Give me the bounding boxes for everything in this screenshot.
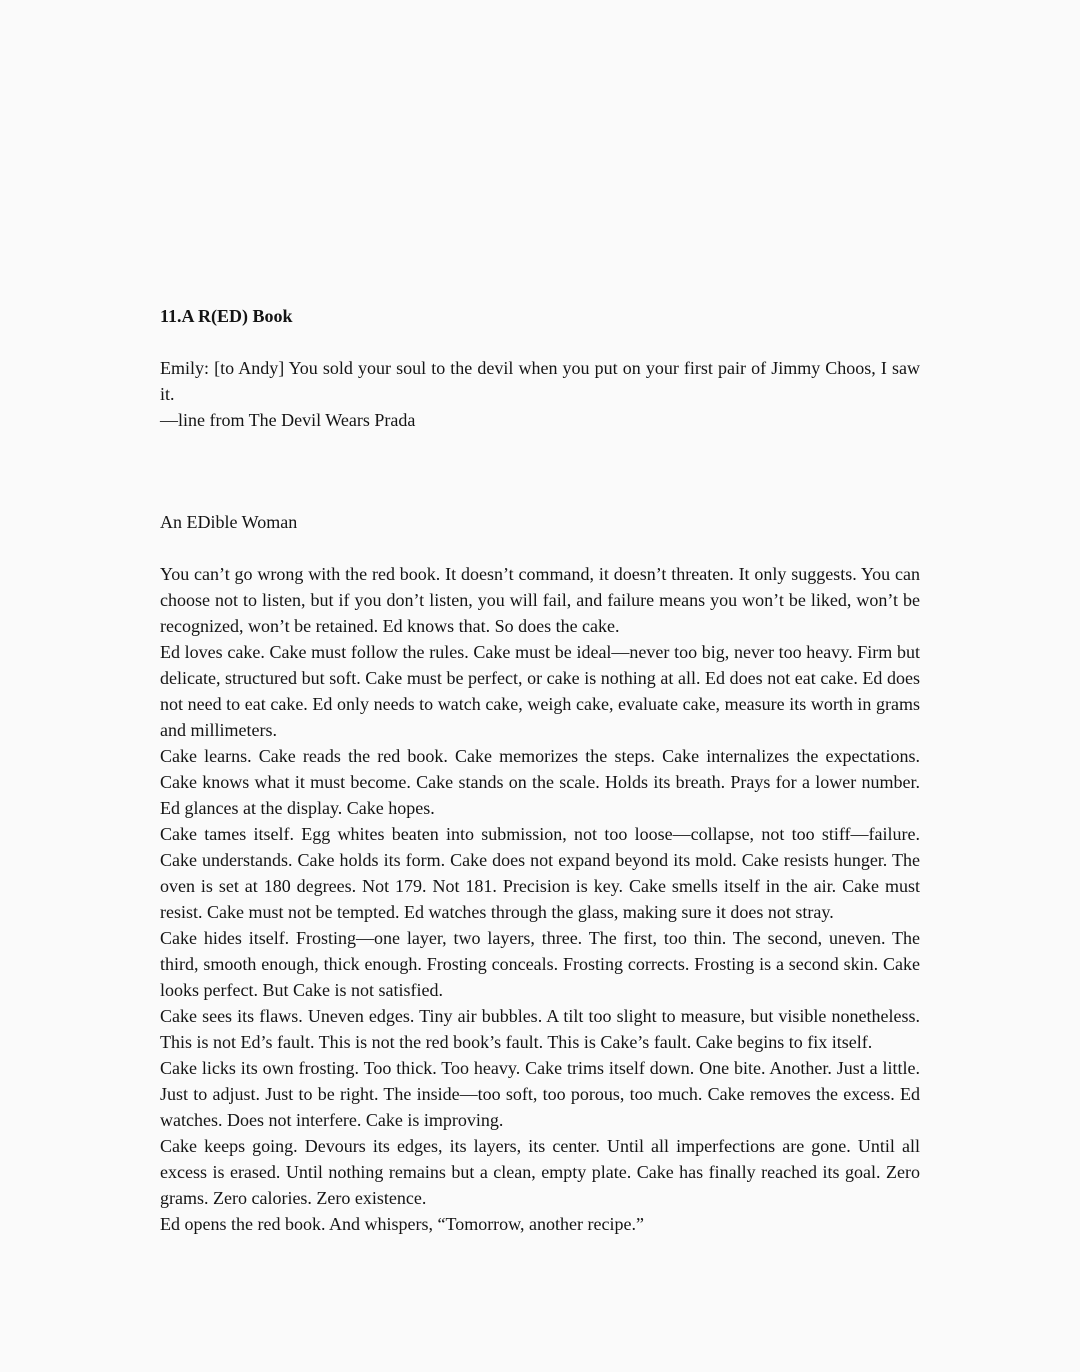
epigraph-quote: Emily: [to Andy] You sold your soul to the devil when you put on your first pair of Jimmy Choos, I saw it. bbox=[160, 358, 920, 404]
section-heading: An EDible Woman bbox=[160, 512, 298, 532]
paragraph: Cake tames itself. Egg whites beaten into submission, not too loose—collapse, not too stiff—failure. Cake understands. Cake holds its form. Cake does not expand beyond its mold. Cake resists hunger. The oven is set at 180 degrees. Not 179. Not 181. Precision is key. Cake smells itself in the air. Cake must resist. Cake must not be tempted. Ed watches through the glass, making sure it does not stray. bbox=[160, 824, 920, 922]
epigraph-attribution: —line from The Devil Wears Prada bbox=[160, 410, 416, 430]
chapter-title: 11.A R(ED) Book bbox=[160, 306, 293, 326]
body-text bbox=[160, 561, 920, 1237]
paragraph: Ed opens the red book. And whispers, “Tomorrow, another recipe.” bbox=[160, 1214, 644, 1234]
paragraph: Cake learns. Cake reads the red book. Cake memorizes the steps. Cake internalizes the expectations. Cake knows what it must become. Cake stands on the scale. Holds its breath. Prays for a lower number. Ed glances at the display. Cake hopes. bbox=[160, 746, 920, 818]
paragraph: Cake hides itself. Frosting—one layer, two layers, three. The first, too thin. The second, uneven. The third, smooth enough, thick enough. Frosting conceals. Frosting corrects. Frosting is a second skin. Cake looks perfect. But Cake is not satisfied. bbox=[160, 928, 920, 1000]
paragraph: You can’t go wrong with the red book. It doesn’t command, it doesn’t threaten. It only suggests. You can choose not to listen, but if you don’t listen, you will fail, and failure means you won’t be liked, won’t be recognized, won’t be retained. Ed knows that. So does the cake. bbox=[160, 564, 920, 636]
paragraph: Ed loves cake. Cake must follow the rules. Cake must be ideal—never too big, never too heavy. Firm but delicate, structured but soft. Cake must be perfect, or cake is nothing at all. Ed does not eat cake. Ed does not need to eat cake. Ed only needs to watch cake, weigh cake, evaluate cake, measure its worth in grams and millimeters. bbox=[160, 642, 920, 740]
paragraph: Cake sees its flaws. Uneven edges. Tiny air bubbles. A tilt too slight to measure, but visible nonetheless. This is not Ed’s fault. This is not the red book’s fault. This is Cake’s fault. Cake begins to fix itself. bbox=[160, 1006, 920, 1052]
manuscript-page bbox=[160, 303, 920, 1237]
paragraph: Cake keeps going. Devours its edges, its layers, its center. Until all imperfections are gone. Until all excess is erased. Until nothing remains but a clean, empty plate. Cake has finally reached its goal. Zero grams. Zero calories. Zero existence. bbox=[160, 1136, 920, 1208]
paragraph: Cake licks its own frosting. Too thick. Too heavy. Cake trims itself down. One bite. Another. Just a little. Just to adjust. Just to be right. The inside—too soft, too porous, too much. Cake removes the excess. Ed watches. Does not interfere. Cake is improving. bbox=[160, 1058, 920, 1130]
epigraph bbox=[160, 355, 920, 433]
